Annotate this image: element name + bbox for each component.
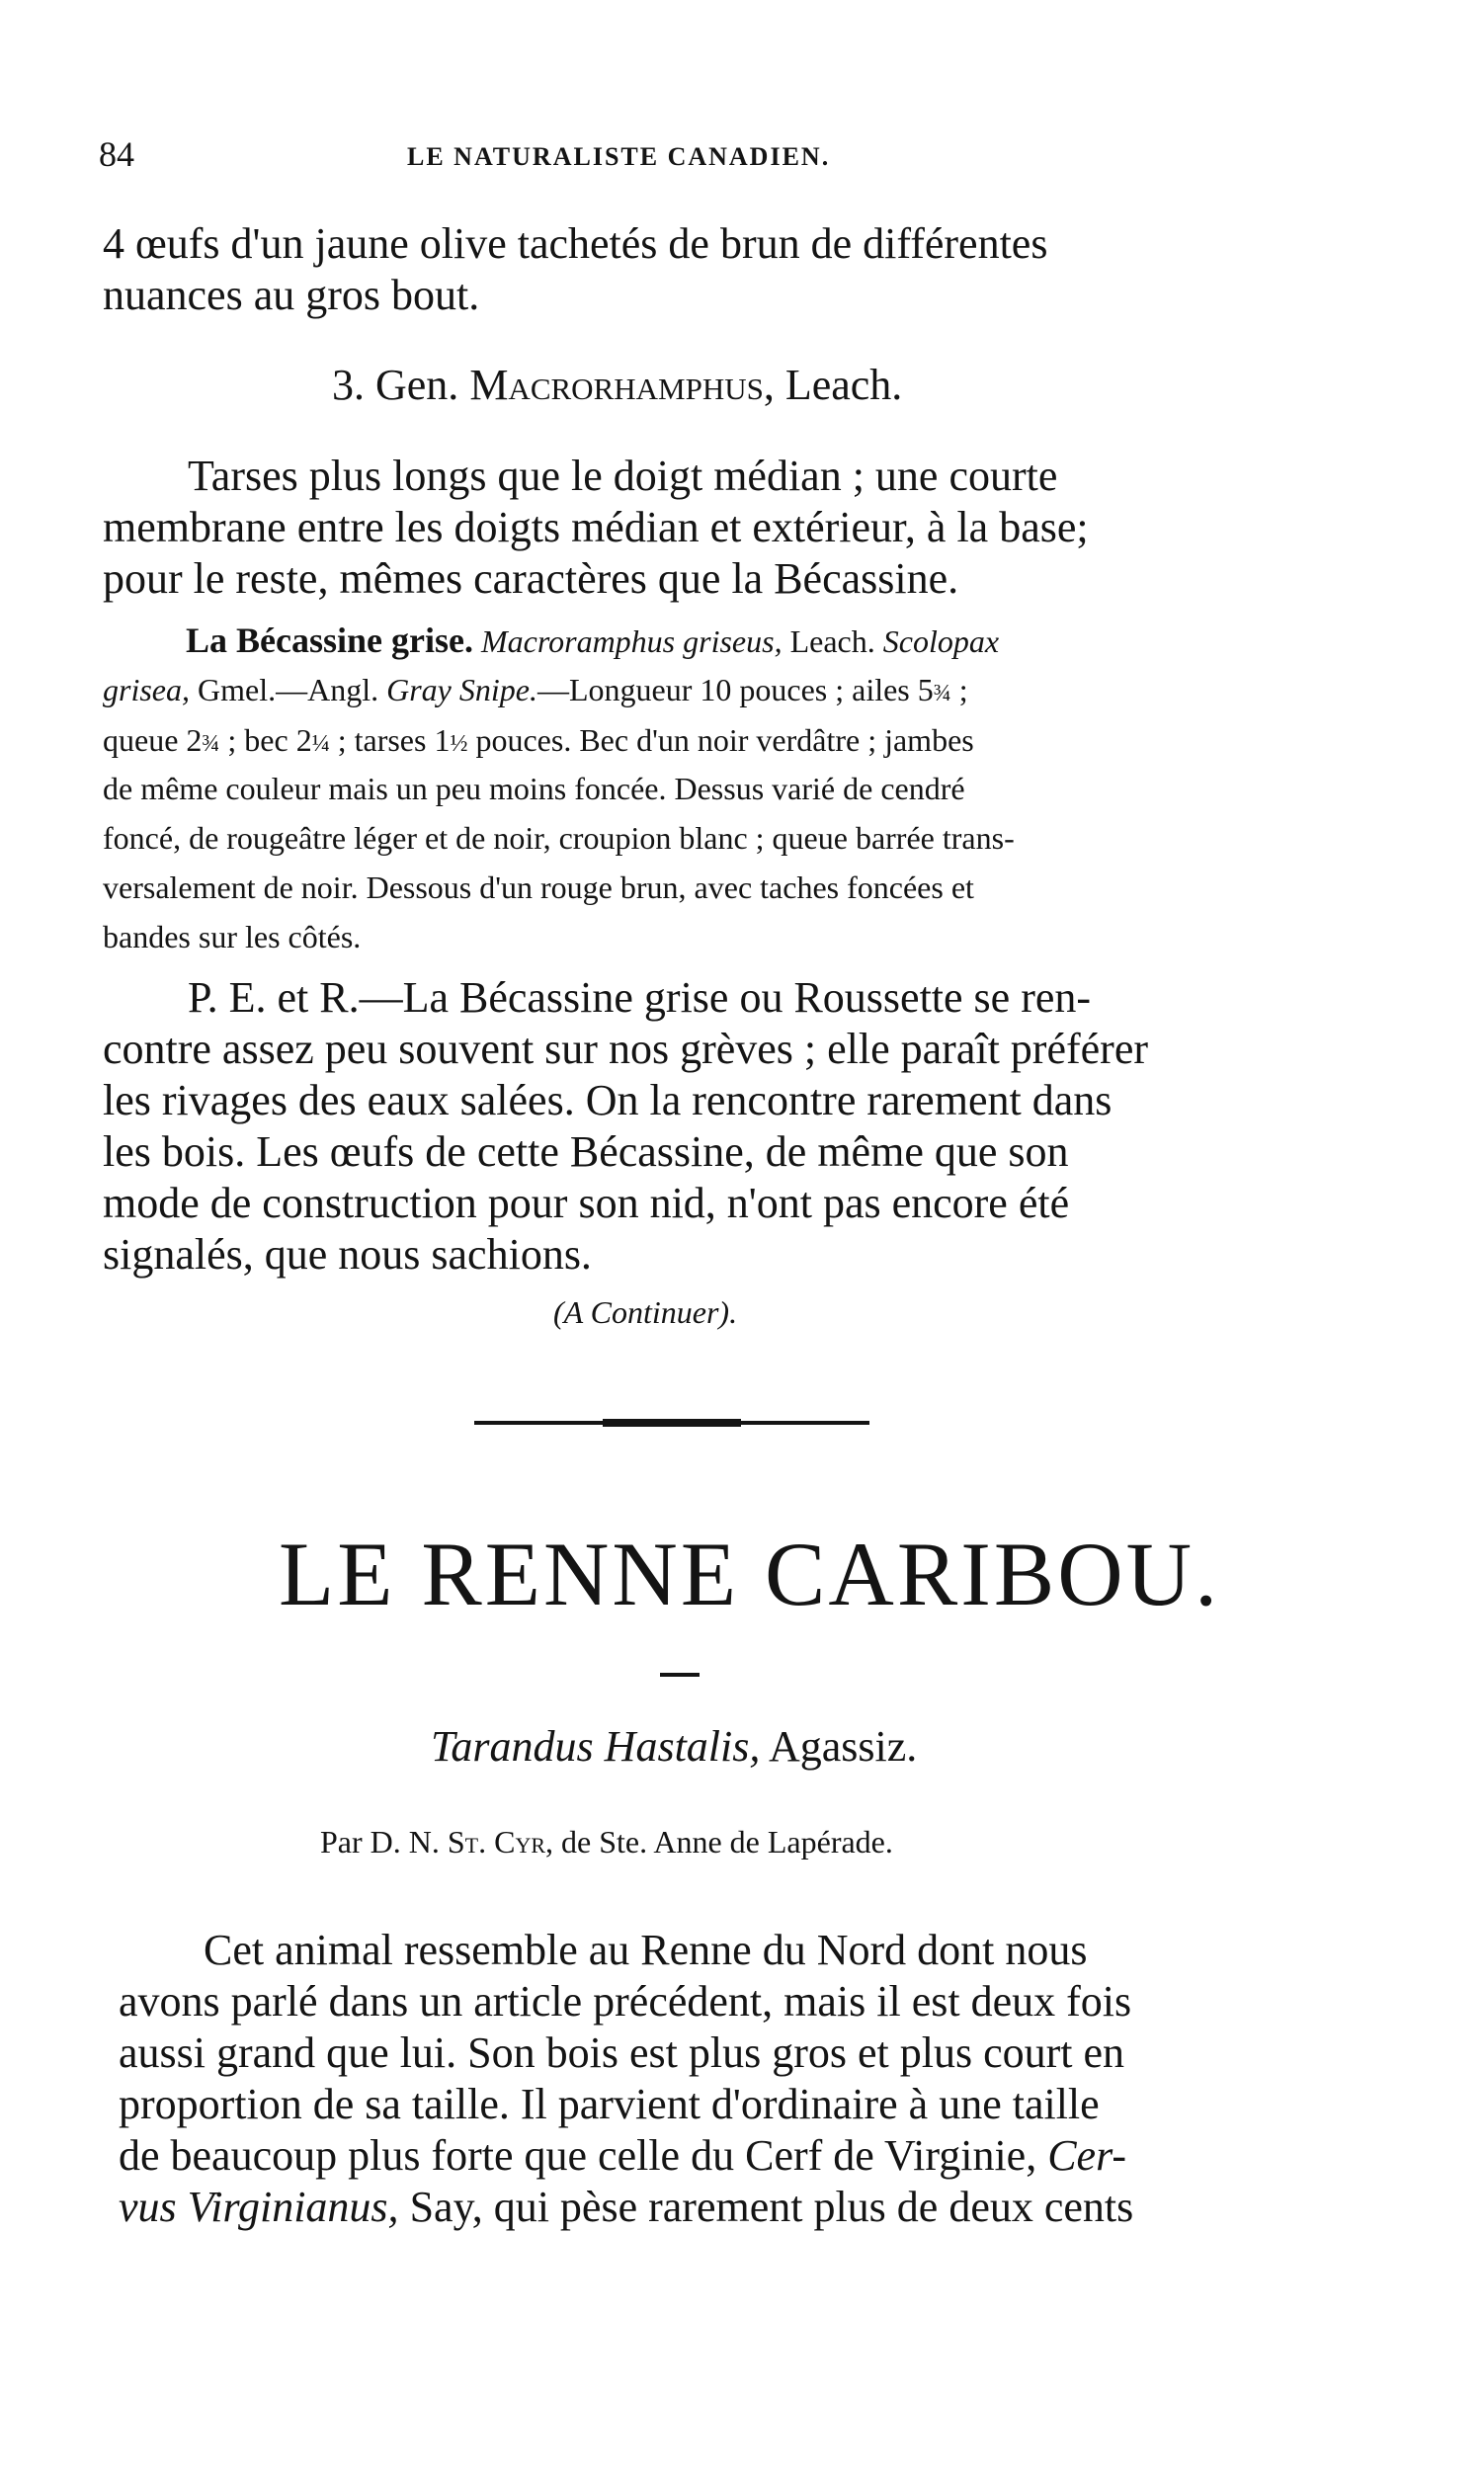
title-dash [660,1673,700,1677]
article-line-2: avons parlé dans un article précédent, mais il est deux fois [119,1977,1132,2026]
semicolon: ; [958,672,968,707]
article-line-6 [119,2183,1134,2231]
genus-name: Macrorhamphus, [469,361,775,409]
observation-line-5: mode de construction pour son nid, n'ont pas encore été [103,1179,1070,1227]
tarses-fraction: ½ [450,731,468,757]
article-line-1: Cet animal ressemble au Renne du Nord dont nous [204,1926,1088,1974]
taxon-line [431,1722,918,1771]
species-common-name: La Bécassine grise. [186,620,473,660]
eggs-line-1: 4 œufs d'un jaune olive tachetés de brun de différentes [103,219,1048,268]
running-title: LE NATURALISTE CANADIEN. [407,142,831,171]
observation-line-3: les rivages des eaux salées. On la rencontre rarement dans [103,1076,1113,1124]
genus-desc-line-2: membrane entre les doigts médian et extérieur, à la base; [103,503,1089,551]
byline-place: de Ste. Anne de Lapérade. [561,1824,893,1860]
continued-note: (A Continuer). [553,1294,738,1330]
synonym-epithet: grisea, [103,672,190,707]
species-line-2 [103,674,968,705]
species-line-3 [103,724,974,756]
article-line-6-italic: vus Virginianus, [119,2183,399,2231]
length-text: —Longueur 10 pouces ; ailes 5 [536,672,934,707]
article-line-5-italic: Cer- [1047,2131,1126,2180]
observation-line-1: P. E. et R.—La Bécassine grise ou Roussette se ren- [188,973,1092,1022]
species-line-7: bandes sur les côtés. [103,919,362,954]
article-line-5-text: de beaucoup plus forte que celle du Cerf de Virginie, [119,2131,1037,2180]
species-author: Leach. [789,623,875,659]
observation-line-6: signalés, que nous sachions. [103,1230,592,1279]
bec-colour-text: pouces. Bec d'un noir verdâtre ; jambes [475,722,974,758]
section-divider-center [603,1419,741,1427]
article-line-4: proportion de sa taille. Il parvient d'ordinaire à une taille [119,2080,1100,2128]
article-line-3: aussi grand que lui. Son bois est plus gros et plus court en [119,2028,1125,2077]
tarses-text: ; tarses 1 [337,722,451,758]
species-synonym: Scolopax [882,623,1000,659]
genus-desc-line-3: pour le reste, mêmes caractères que la Bécassine. [103,554,959,603]
synonym-author: Gmel.—Angl. [198,672,379,707]
queue-text: queue 2 [103,722,203,758]
genus-prefix: 3. Gen. [332,361,459,409]
taxon-author: Agassiz. [768,1722,918,1771]
byline-author: St. Cyr, [447,1824,554,1860]
byline-prefix: Par D. N. [320,1824,440,1860]
bec-text: ; bec 2 [227,722,312,758]
species-line-6: versalement de noir. Dessous d'un rouge brun, avec taches foncées et [103,869,974,905]
species-scientific: Macroramphus griseus, [480,623,783,659]
ailes-fraction: ¾ [933,681,951,706]
genus-heading [332,361,903,409]
page-number: 84 [99,134,134,174]
species-line-4: de même couleur mais un peu moins foncée. Dessus varié de cendré [103,771,965,806]
english-name: Gray Snipe. [386,672,537,707]
species-line-1 [186,622,999,658]
genus-author: Leach. [784,361,903,409]
genus-desc-line-1: Tarses plus longs que le doigt médian ; une courte [188,452,1058,500]
eggs-line-2: nuances au gros bout. [103,271,480,319]
observation-line-4: les bois. Les œufs de cette Bécassine, de même que son [103,1127,1069,1176]
article-line-6-text: Say, qui pèse rarement plus de deux cents [409,2183,1134,2231]
bec-fraction: ¼ [311,731,330,757]
queue-fraction: ¾ [202,731,220,757]
byline [320,1826,893,1858]
taxon-name: Tarandus Hastalis, [431,1722,761,1771]
article-line-5 [119,2131,1126,2180]
species-line-5: foncé, de rougeâtre léger et de noir, croupion blanc ; queue barrée trans- [103,820,1015,856]
article-title: LE RENNE CARIBOU. [279,1524,1221,1624]
observation-line-2: contre assez peu souvent sur nos grèves ; elle paraît préférer [103,1025,1148,1073]
